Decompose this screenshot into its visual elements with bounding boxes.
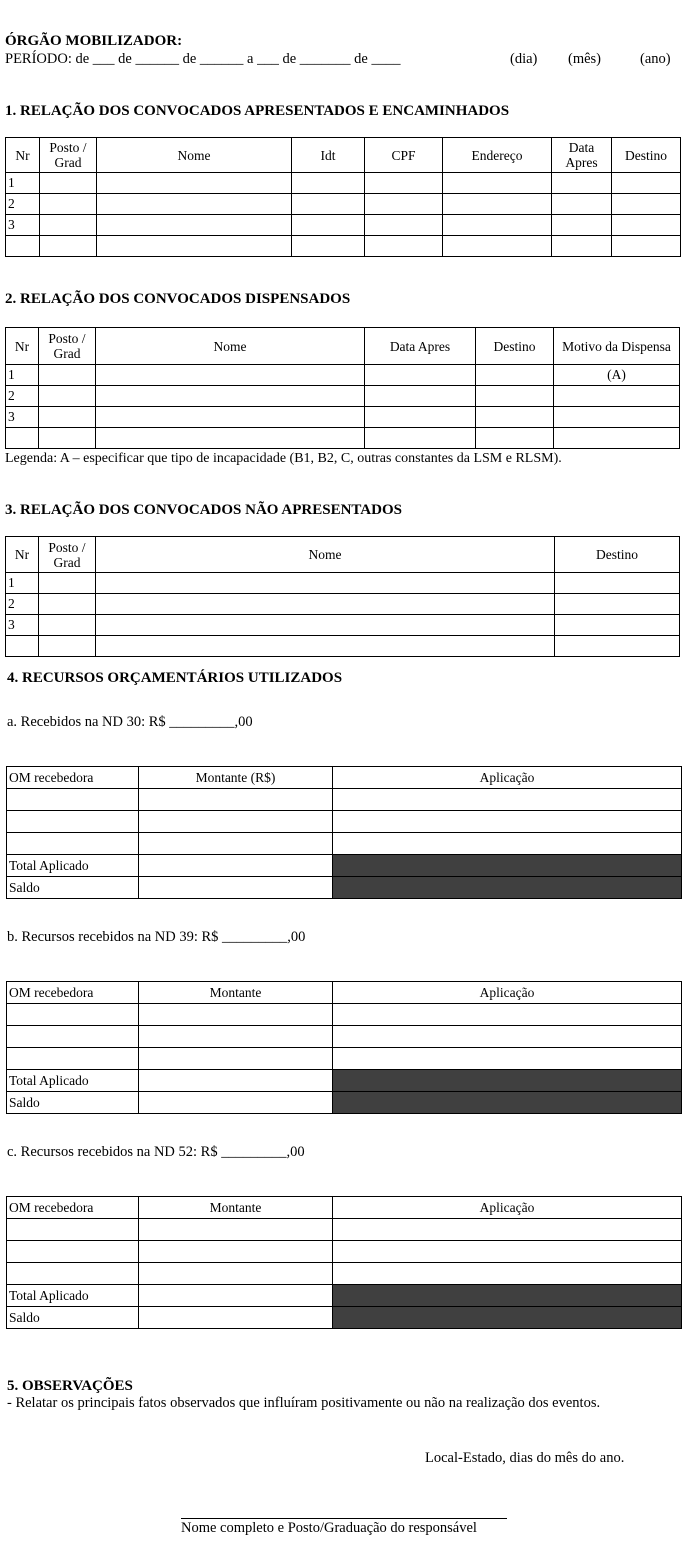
row-nr: 2 (6, 386, 39, 407)
table-nd30 (6, 766, 682, 899)
row-nr: 2 (6, 594, 39, 615)
table-row (7, 1048, 682, 1070)
col-header-aplicacao: Aplicação (333, 767, 682, 789)
section4-title: 4. RECURSOS ORÇAMENTÁRIOS UTILIZADOS (7, 670, 343, 686)
row-nr: 3 (6, 407, 39, 428)
table-dispensados (5, 327, 680, 449)
col-header-destino: Destino (555, 537, 680, 573)
table-row (7, 1263, 682, 1285)
table-row (6, 194, 681, 215)
row-nr: 1 (6, 573, 39, 594)
col-header-montante: Montante (139, 982, 333, 1004)
table-nd39 (6, 981, 682, 1114)
observacoes-text: - Relatar os principais fatos observados que influíram positivamente ou não na realização dos eventos. (7, 1395, 601, 1411)
col-header-destino: Destino (612, 138, 681, 173)
mes-label: (mês) (568, 51, 602, 67)
table-row (6, 386, 680, 407)
table-row (6, 365, 680, 386)
table-row (6, 215, 681, 236)
table-row (7, 1004, 682, 1026)
col-header-posto: Posto / Grad (40, 138, 97, 173)
col-header-posto: Posto / Grad (39, 328, 96, 365)
table-row (7, 1241, 682, 1263)
col-header-nome: Nome (96, 328, 365, 365)
ano-label: (ano) (640, 51, 671, 67)
table-row (6, 236, 681, 257)
local-data: Local-Estado, dias do mês do ano. (425, 1450, 625, 1466)
section2-title: 2. RELAÇÃO DOS CONVOCADOS DISPENSADOS (5, 291, 351, 307)
section5-title: 5. OBSERVAÇÕES (7, 1378, 133, 1394)
table-row (7, 833, 682, 855)
saldo-label: Saldo (7, 877, 139, 899)
total-aplicado-label: Total Aplicado (7, 1070, 139, 1092)
col-header-aplicacao: Aplicação (333, 982, 682, 1004)
col-header-idt: Idt (292, 138, 365, 173)
col-header-nome: Nome (96, 537, 555, 573)
col-header-aplicacao: Aplicação (333, 1197, 682, 1219)
section1-title: 1. RELAÇÃO DOS CONVOCADOS APRESENTADOS E ENCAMINHADOS (5, 103, 510, 119)
table-apresentados (5, 137, 681, 257)
col-header-montante: Montante (139, 1197, 333, 1219)
col-header-posto: Posto / Grad (39, 537, 96, 573)
nd52-label: c. Recursos recebidos na ND 52: R$ _________,00 (7, 1144, 305, 1160)
dia-label: (dia) (510, 51, 538, 67)
col-header-nr: Nr (6, 328, 39, 365)
table-row (6, 594, 680, 615)
col-header-om: OM recebedora (7, 1197, 139, 1219)
table-row (6, 407, 680, 428)
nd39-label: b. Recursos recebidos na ND 39: R$ _________,00 (7, 929, 306, 945)
saldo-label: Saldo (7, 1307, 139, 1329)
table-row (6, 636, 680, 657)
col-header-motivo: Motivo da Dispensa (554, 328, 680, 365)
row-nr: 3 (6, 615, 39, 636)
table-row (7, 1026, 682, 1048)
row-nr: 2 (6, 194, 40, 215)
table-row (6, 615, 680, 636)
col-header-montante: Montante (R$) (139, 767, 333, 789)
col-header-destino: Destino (476, 328, 554, 365)
col-header-data-apres: Data Apres (552, 138, 612, 173)
total-aplicado-label: Total Aplicado (7, 1285, 139, 1307)
row-nr (6, 236, 40, 257)
col-header-endereco: Endereço (443, 138, 552, 173)
table-row (6, 173, 681, 194)
col-header-nome: Nome (97, 138, 292, 173)
section3-title: 3. RELAÇÃO DOS CONVOCADOS NÃO APRESENTADOS (5, 502, 402, 518)
col-header-nr: Nr (6, 537, 39, 573)
row-nr: 3 (6, 215, 40, 236)
row-nr (6, 428, 39, 449)
total-aplicado-label: Total Aplicado (7, 855, 139, 877)
table-nao-apresentados (5, 536, 680, 657)
table-row (7, 811, 682, 833)
nd30-label: a. Recebidos na ND 30: R$ _________,00 (7, 714, 253, 730)
signature-label: Nome completo e Posto/Graduação do responsável (181, 1520, 477, 1536)
legenda: Legenda: A – especificar que tipo de incapacidade (B1, B2, C, outras constantes da LSM e RLSM). (5, 451, 562, 466)
row-nr (6, 636, 39, 657)
periodo-line: PERÍODO: de ___ de ______ de ______ a ___ de _______ de ____ (5, 51, 401, 67)
signature-line (181, 1518, 507, 1519)
table-nd52 (6, 1196, 682, 1329)
col-header-nr: Nr (6, 138, 40, 173)
row-nr: 1 (6, 365, 39, 386)
orgao-label: ÓRGÃO MOBILIZADOR: (5, 33, 183, 49)
table-row (7, 1219, 682, 1241)
col-header-om: OM recebedora (7, 982, 139, 1004)
col-header-data-apres: Data Apres (365, 328, 476, 365)
motivo-cell: (A) (554, 365, 680, 386)
col-header-cpf: CPF (365, 138, 443, 173)
col-header-om: OM recebedora (7, 767, 139, 789)
table-row (7, 789, 682, 811)
saldo-label: Saldo (7, 1092, 139, 1114)
row-nr: 1 (6, 173, 40, 194)
table-row (6, 573, 680, 594)
table-row (6, 428, 680, 449)
